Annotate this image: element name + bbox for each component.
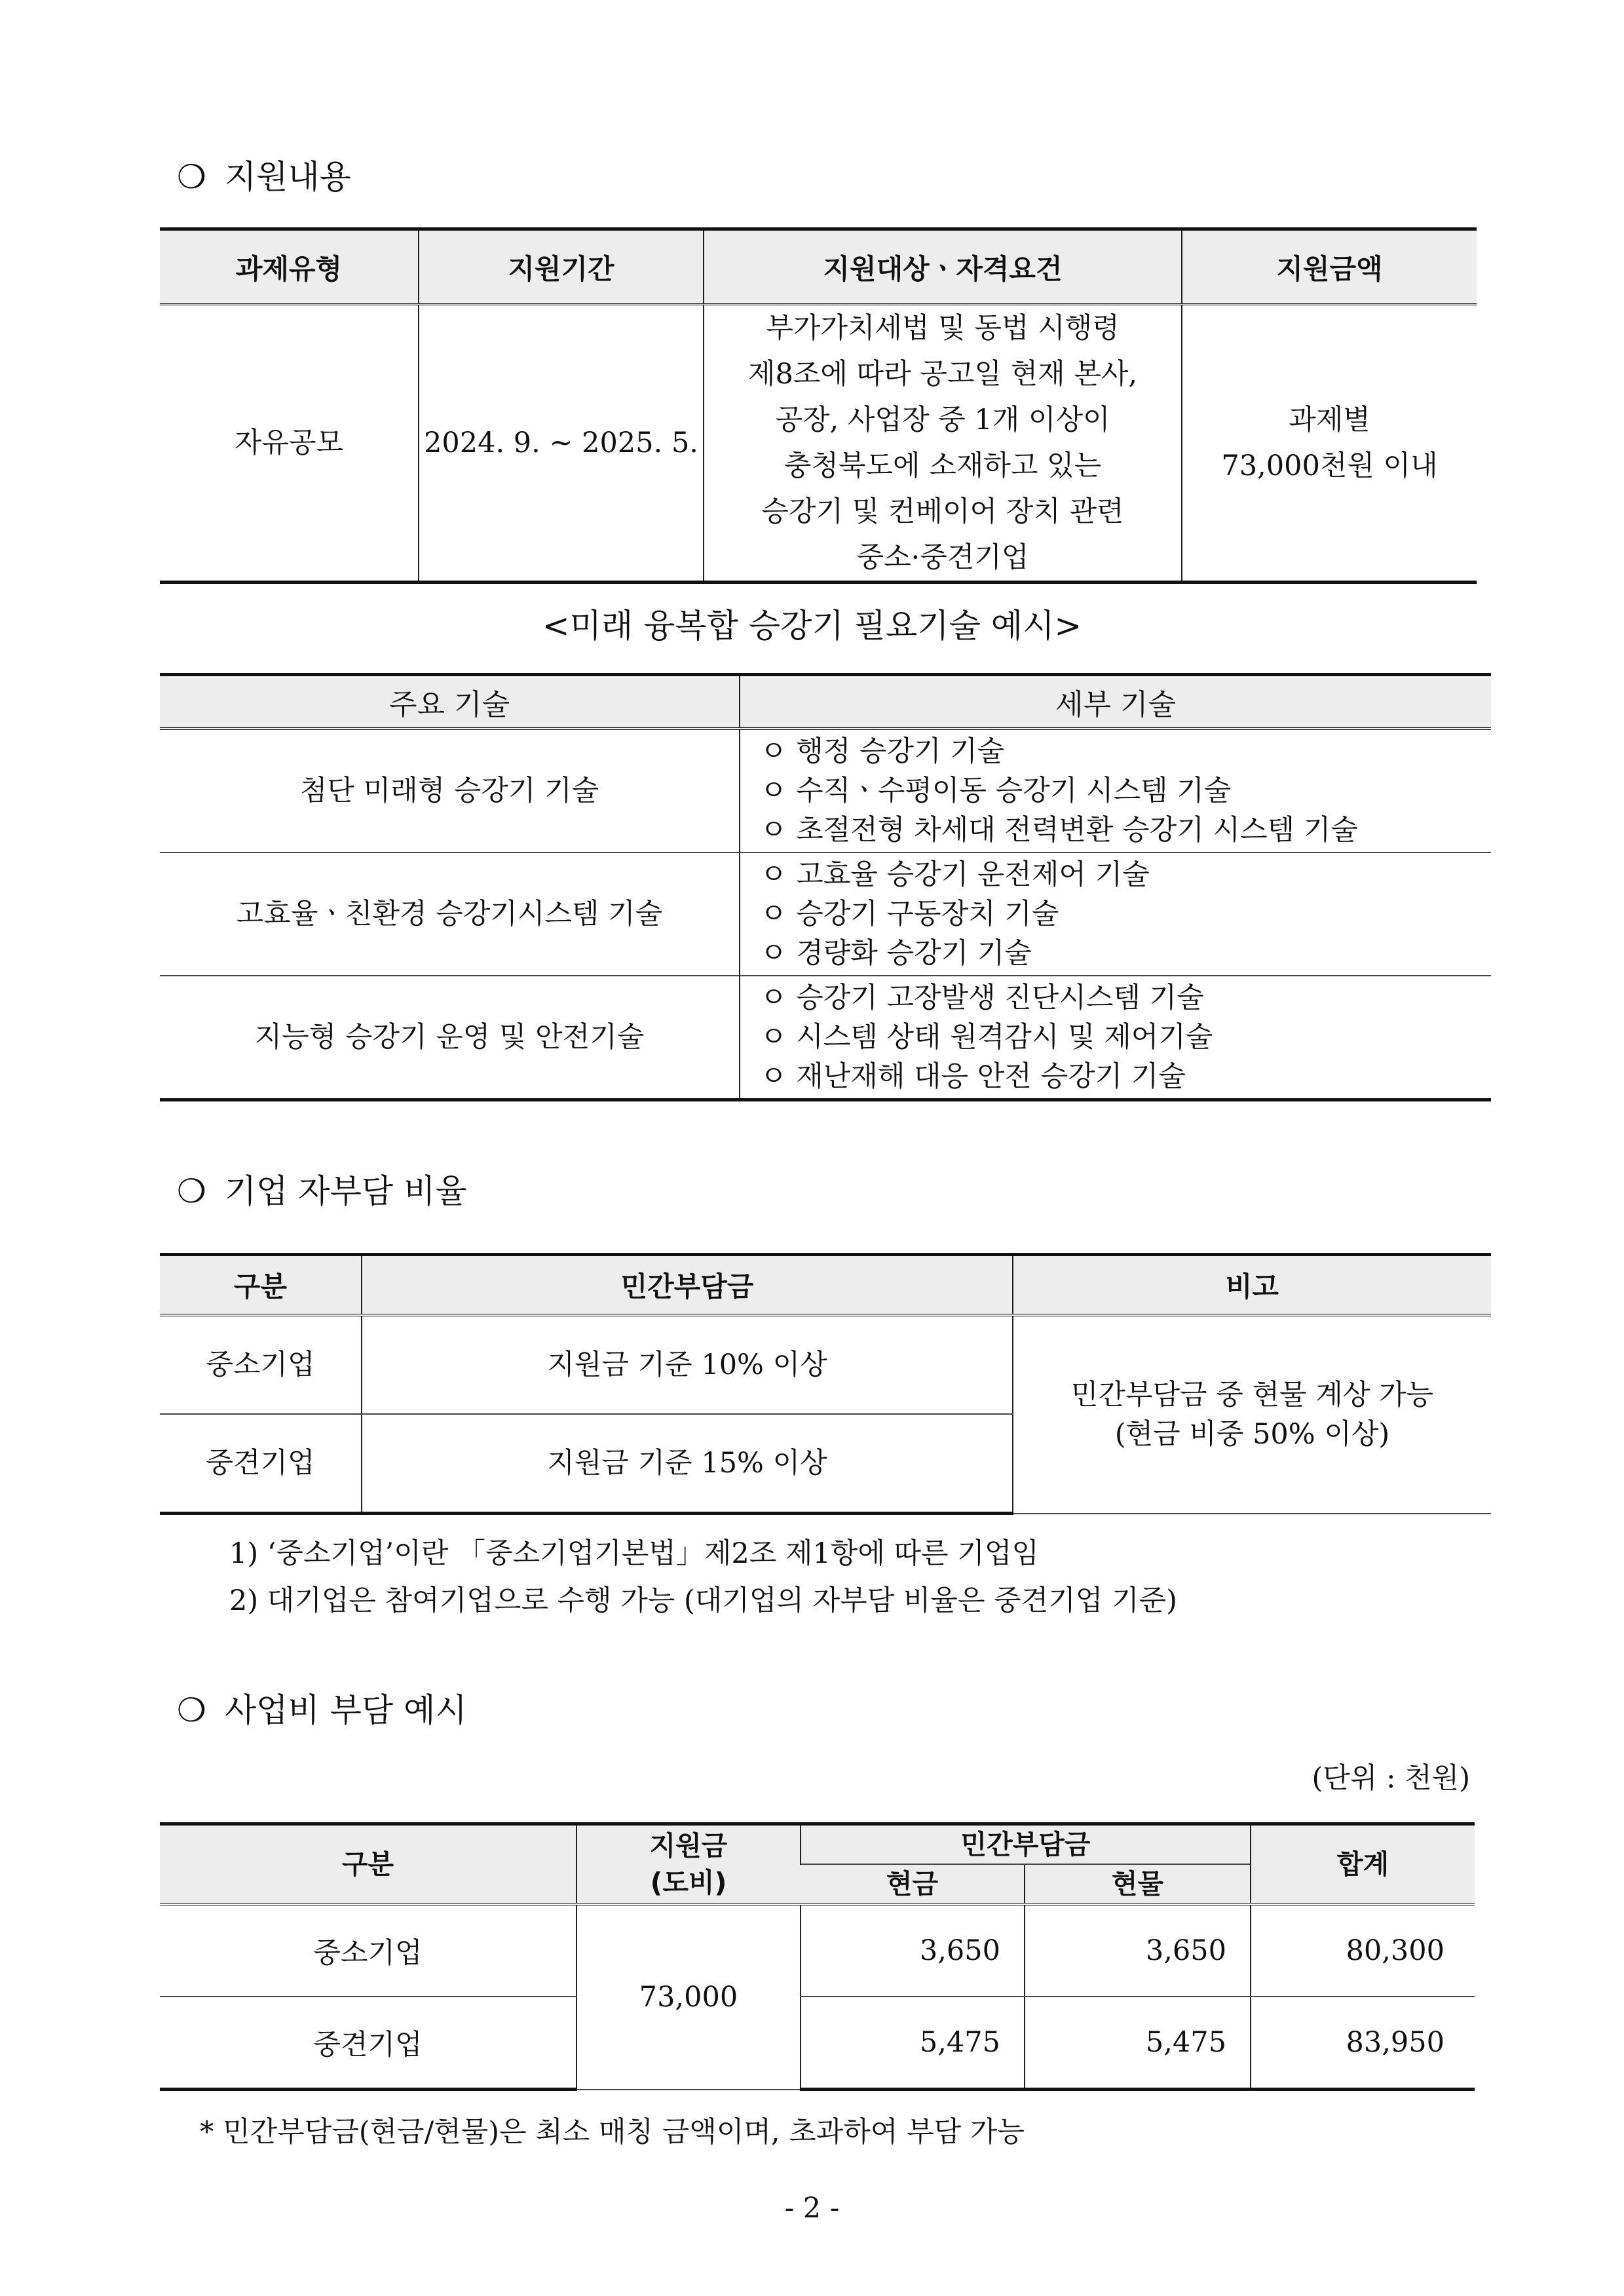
- section-heading-cost-example: [177, 1691, 467, 1730]
- cell-main-tech: 첨단 미래형 승강기 기술: [160, 729, 740, 852]
- circle-bullet-icon: ❍: [177, 1172, 206, 1210]
- detail-item: ㅇ 고효율 승강기 운전제어 기술: [760, 858, 1150, 891]
- header-private-burden: 민간부담금: [801, 1824, 1251, 1865]
- header-private-burden: 민간부담금: [362, 1255, 1013, 1316]
- table-caption: <미래 융복합 승강기 필요기술 예시>: [542, 607, 1082, 645]
- detail-item: ㅇ 재난재해 대응 안전 승강기 기술: [760, 1060, 1186, 1093]
- note-item: 1) ‘중소기업’이란 「중소기업기본법」제2조 제1항에 따른 기업임: [229, 1537, 1039, 1570]
- eligibility-line: 제8조에 따라 공고일 현재 본사,: [747, 358, 1138, 391]
- eligibility-line: 중소·중견기업: [856, 541, 1029, 574]
- cell-inkind: 5,475: [1025, 1997, 1251, 2090]
- remark-line: 민간부담금 중 현물 계상 가능: [1070, 1378, 1434, 1411]
- cell-eligibility: [704, 305, 1182, 583]
- note-item: 2) 대기업은 참여기업으로 수행 가능 (대기업의 자부담 비율은 중견기업 기준): [229, 1584, 1177, 1617]
- header-remark: 비고: [1013, 1255, 1491, 1316]
- cost-example-table: [160, 1822, 1475, 2091]
- table-row: [160, 852, 1491, 976]
- cell-detail-tech: [740, 976, 1491, 1100]
- cell-category: 중견기업: [160, 1997, 576, 2090]
- cell-detail-tech: [740, 852, 1491, 976]
- cell-total: 80,300: [1251, 1904, 1475, 1997]
- header-category: 구분: [160, 1824, 576, 1905]
- cell-ratio: 지원금 기준 10% 이상: [362, 1315, 1013, 1414]
- cell-cash: 3,650: [801, 1904, 1025, 1997]
- cell-inkind: 3,650: [1025, 1904, 1251, 1997]
- remark-line: (현금 비중 50% 이상): [1114, 1417, 1390, 1451]
- cell-main-tech: 지능형 승강기 운영 및 안전기술: [160, 976, 740, 1100]
- header-grant-line: (도비): [650, 1867, 727, 1898]
- table-row: [160, 1904, 1475, 1997]
- cell-amount: [1182, 305, 1477, 583]
- footnote: * 민간부담금(현금/현물)은 최소 매칭 금액이며, 초과하여 부담 가능: [200, 2116, 1025, 2149]
- cell-category: 중소기업: [160, 1315, 362, 1414]
- table-row: [160, 976, 1491, 1100]
- notes: [229, 1530, 1177, 1624]
- detail-item: ㅇ 승강기 구동장치 기술: [760, 898, 1059, 930]
- cell-task-type: 자유공모: [160, 305, 419, 583]
- header-grant: [576, 1824, 801, 1905]
- detail-item: ㅇ 승강기 고장발생 진단시스템 기술: [760, 982, 1204, 1014]
- support-content-table: [160, 227, 1477, 584]
- amount-line: 과제별: [1289, 404, 1370, 436]
- cell-total: 83,950: [1251, 1997, 1475, 2090]
- detail-item: ㅇ 초절전형 차세대 전력변환 승강기 시스템 기술: [760, 814, 1358, 847]
- detail-item: ㅇ 시스템 상태 원격감시 및 제어기술: [760, 1021, 1213, 1054]
- section-heading-self-burden: [177, 1172, 467, 1211]
- header-grant-line: 지원금: [649, 1830, 728, 1862]
- cell-cash: 5,475: [801, 1997, 1025, 2090]
- header-period: 지원기간: [419, 229, 704, 305]
- header-task-type: 과제유형: [160, 229, 419, 305]
- table-row: [160, 1315, 1491, 1414]
- cell-grant: 73,000: [576, 1904, 801, 2090]
- cell-remark: [1013, 1315, 1491, 1514]
- amount-line: 73,000천원 이내: [1221, 450, 1438, 482]
- page-number: - 2 -: [784, 2192, 840, 2225]
- table-row: [160, 305, 1477, 583]
- section-title: 사업비 부담 예시: [224, 1691, 467, 1729]
- header-amount: 지원금액: [1182, 229, 1477, 305]
- header-category: 구분: [160, 1255, 362, 1316]
- table-row: [160, 729, 1491, 852]
- eligibility-line: 승강기 및 컨베이어 장치 관련: [761, 495, 1124, 528]
- header-detail-tech: 세부 기술: [740, 675, 1491, 729]
- cell-category: 중견기업: [160, 1414, 362, 1514]
- self-burden-table: [160, 1253, 1491, 1515]
- detail-item: ㅇ 행정 승강기 기술: [760, 735, 1005, 768]
- header-eligibility: 지원대상ㆍ자격요건: [704, 229, 1182, 305]
- eligibility-line: 부가가치세법 및 동법 시행령: [766, 312, 1120, 345]
- section-title: 지원내용: [224, 158, 352, 196]
- section-heading-support: [177, 157, 351, 197]
- detail-item: ㅇ 수직ㆍ수평이동 승강기 시스템 기술: [760, 775, 1232, 807]
- eligibility-line: 공장, 사업장 중 1개 이상이: [775, 404, 1110, 436]
- header-cash: 현금: [801, 1864, 1025, 1904]
- cell-period: 2024. 9. ~ 2025. 5.: [419, 305, 704, 583]
- unit-label: (단위 : 천원): [1312, 1762, 1470, 1795]
- tech-examples-table: [160, 673, 1491, 1101]
- cell-ratio: 지원금 기준 15% 이상: [362, 1414, 1013, 1514]
- header-inkind: 현물: [1025, 1864, 1251, 1904]
- header-main-tech: 주요 기술: [160, 675, 740, 729]
- eligibility-line: 충청북도에 소재하고 있는: [784, 450, 1102, 482]
- header-total: 합계: [1251, 1824, 1475, 1905]
- circle-bullet-icon: ❍: [177, 1691, 206, 1729]
- table-row: [160, 1997, 1475, 2090]
- detail-item: ㅇ 경량화 승강기 기술: [760, 937, 1032, 970]
- cell-main-tech: 고효율ㆍ친환경 승강기시스템 기술: [160, 852, 740, 976]
- circle-bullet-icon: ❍: [177, 158, 206, 196]
- cell-category: 중소기업: [160, 1904, 576, 1997]
- section-title: 기업 자부담 비율: [224, 1172, 467, 1210]
- cell-detail-tech: [740, 729, 1491, 852]
